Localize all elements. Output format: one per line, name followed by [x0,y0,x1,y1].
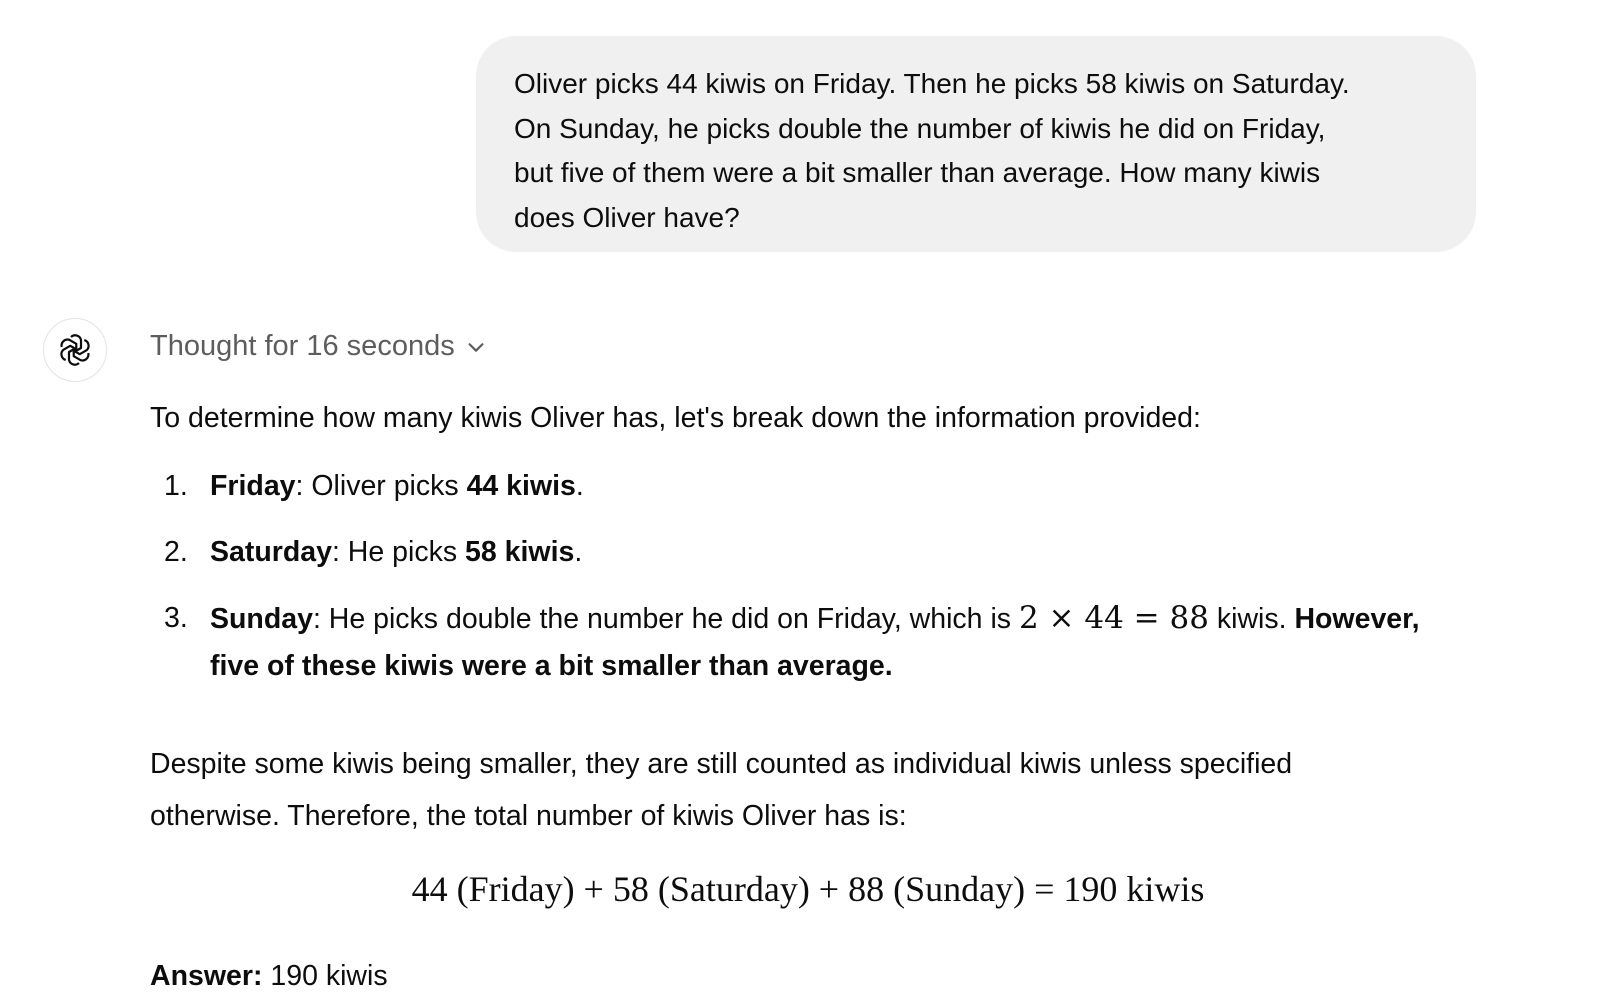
response-intro: To determine how many kiwis Oliver has, let's break down the information provided: [150,402,1201,434]
list-item [164,460,584,512]
step-end: . [575,470,584,502]
step-text: : He picks double the number he did on Friday, which is [312,603,1019,635]
explanation-paragraph [150,738,1292,842]
final-answer [150,960,388,993]
list-item [164,592,1420,644]
list-number: 2. [164,536,188,568]
inline-math: 2 × 44 = 88 [1018,600,1209,636]
step-end: . [574,536,583,568]
day-label: Saturday [210,536,332,568]
list-number: 3. [164,602,188,634]
paragraph-line: otherwise. Therefore, the total number of kiwis Oliver has is: [150,800,907,832]
list-number: 1. [164,470,188,502]
user-message-line: does Oliver have? [514,201,740,233]
step-text: : He picks [331,536,466,568]
chevron-down-icon [465,336,487,358]
answer-value: 190 kiwis [262,960,388,992]
thought-toggle[interactable] [150,330,487,363]
step-text: : Oliver picks [295,470,467,502]
step-bold-tail: However, [1294,603,1420,635]
thought-label: Thought for 16 seconds [150,330,455,362]
kiwi-count: 58 kiwis [465,536,575,568]
user-message-line: Oliver picks 44 kiwis on Friday. Then he picks 58 kiwis on Saturday. [514,68,1350,99]
paragraph-line: Despite some kiwis being smaller, they are still counted as individual kiwis unless specified [150,748,1293,780]
list-item [164,526,583,578]
assistant-avatar [43,318,107,382]
day-label: Friday [210,470,296,502]
user-message-line: On Sunday, he picks double the number of kiwis he did on Friday, [514,112,1326,144]
openai-logo-icon [57,332,93,368]
answer-label: Answer: [150,960,263,992]
total-equation: 44 (Friday) + 58 (Saturday) + 88 (Sunday) = 190 kiwis [411,869,1205,909]
day-label: Sunday [210,603,313,635]
kiwi-count: 44 kiwis [466,470,576,502]
user-message-line: but five of them were a bit smaller than average. How many kiwis [514,157,1321,188]
step-bold-tail-line2: five of these kiwis were a bit smaller than average. [210,650,893,682]
user-message-bubble [476,36,1476,252]
step-text-after-math: kiwis. [1208,603,1295,635]
